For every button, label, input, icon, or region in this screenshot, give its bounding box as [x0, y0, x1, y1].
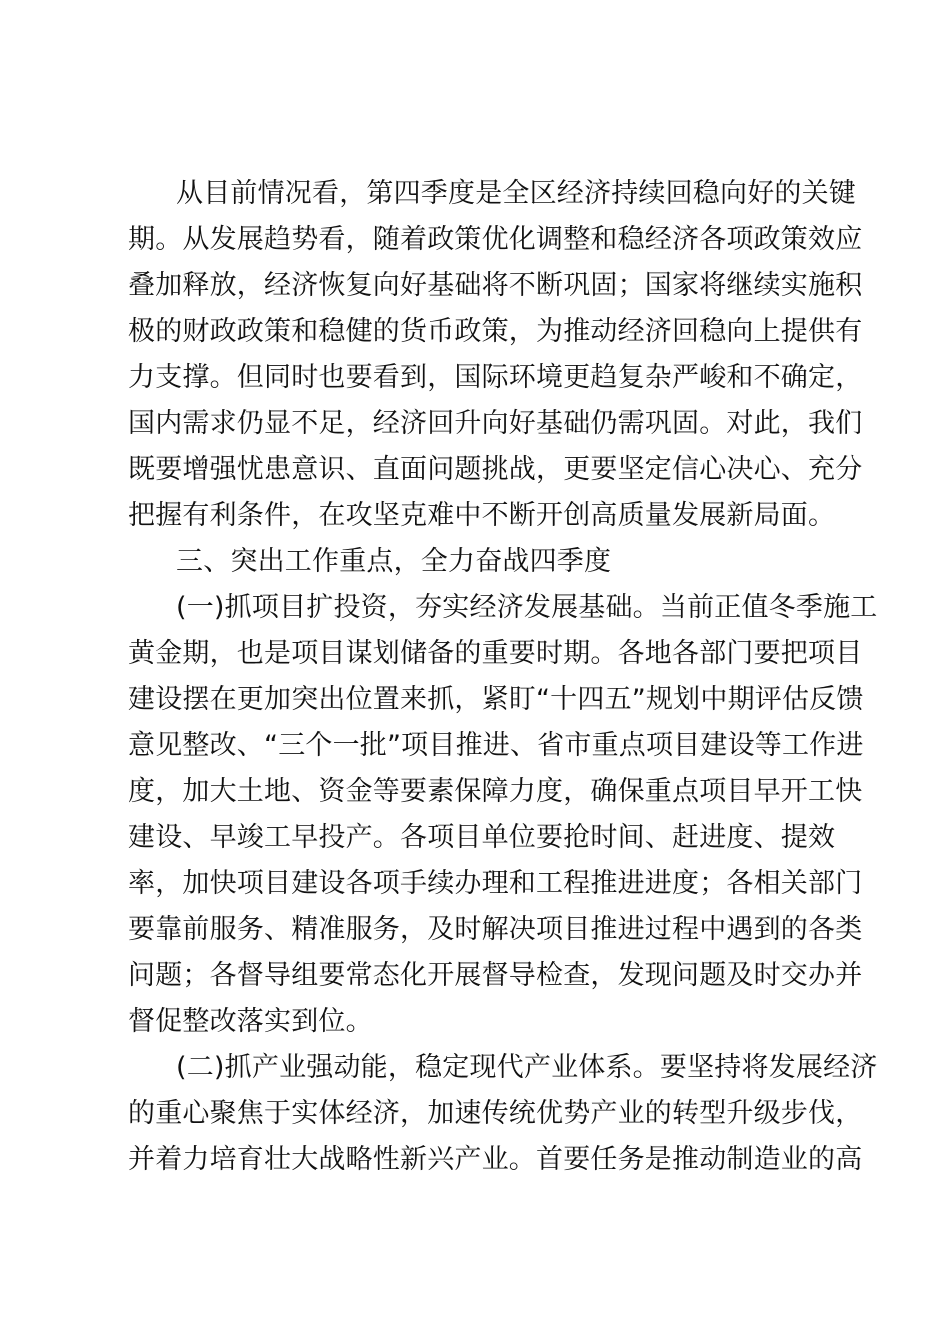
paragraph-line: 督促整改落实到位。: [128, 1006, 373, 1037]
paragraph-line: (二)抓产业强动能，稳定现代产业体系。要坚持将发展经济: [176, 1052, 878, 1083]
paragraph-line: 黄金期，也是项目谋划储备的重要时期。各地各部门要把项目: [128, 638, 863, 669]
paragraph-line: 并着力培育壮大战略性新兴产业。首要任务是推动制造业的高: [128, 1144, 863, 1175]
paragraph-line: 建设摆在更加突出位置来抓，紧盯“十四五”规划中期评估反馈: [128, 684, 864, 715]
paragraph-line: 意见整改、“三个一批”项目推进、省市重点项目建设等工作进: [128, 730, 864, 761]
paragraph-line: 问题；各督导组要常态化开展督导检查，发现问题及时交办并: [128, 960, 863, 991]
paragraph-line: 从目前情况看，第四季度是全区经济持续回稳向好的关键: [176, 178, 856, 209]
paragraph-line: 把握有利条件，在攻坚克难中不断开创高质量发展新局面。: [128, 500, 836, 531]
paragraph-line: 既要增强忧患意识、直面问题挑战，更要坚定信心决心、充分: [128, 454, 863, 485]
paragraph-line: 的重心聚焦于实体经济，加速传统优势产业的转型升级步伐，: [128, 1098, 863, 1129]
paragraph-line: 极的财政政策和稳健的货币政策，为推动经济回稳向上提供有: [128, 316, 863, 347]
paragraph-line: 国内需求仍显不足，经济回升向好基础仍需巩固。对此，我们: [128, 408, 863, 439]
paragraph-line: 建设、早竣工早投产。各项目单位要抢时间、赶进度、提效: [128, 822, 836, 853]
section-heading: 三、突出工作重点，全力奋战四季度: [176, 546, 612, 577]
paragraph-line: (一)抓项目扩投资，夯实经济发展基础。当前正值冬季施工: [176, 592, 878, 623]
paragraph-line: 叠加释放，经济恢复向好基础将不断巩固；国家将继续实施积: [128, 270, 863, 301]
paragraph-line: 率，加快项目建设各项手续办理和工程推进进度；各相关部门: [128, 868, 863, 899]
paragraph-line: 要靠前服务、精准服务，及时解决项目推进过程中遇到的各类: [128, 914, 863, 945]
paragraph-line: 力支撑。但同时也要看到，国际环境更趋复杂严峻和不确定，: [128, 362, 863, 393]
paragraph-line: 期。从发展趋势看，随着政策优化调整和稳经济各项政策效应: [128, 224, 863, 255]
paragraph-line: 度，加大土地、资金等要素保障力度，确保重点项目早开工快: [128, 776, 863, 807]
